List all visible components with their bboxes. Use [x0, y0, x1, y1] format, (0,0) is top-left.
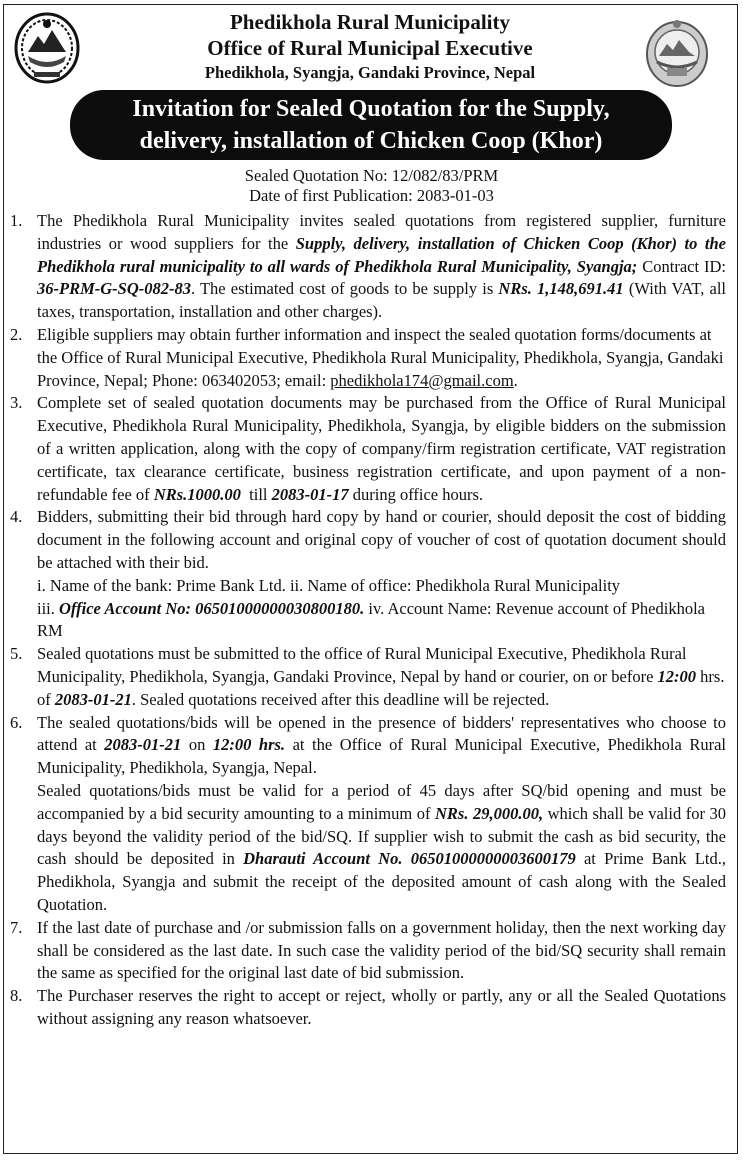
- clause-list: [10, 210, 726, 1031]
- clause-1: [10, 210, 726, 324]
- clause-5: [10, 643, 726, 711]
- notice-meta: [0, 166, 743, 206]
- clause-8: [10, 985, 726, 1031]
- clause-text: The Phedikhola Rural Municipality invites sealed quotations from registered supplier, furniture industries or wood suppliers for the Supply, delivery, installation of Chicken Coop (Khor) to the Phedikhola rural municipality to all wards of Phedikhola Rural Municipality, Syangja; Contract ID: 36-PRM-G-SQ-082-83. The estimated cost of goods to be supply is NRs. 1,148,691.41 (With VAT, all taxes, transportation, installation and other charges).: [37, 211, 727, 322]
- clause-number: 2.: [10, 324, 23, 344]
- notice-title-line-2: delivery, installation of Chicken Coop (Khor): [139, 128, 603, 154]
- clause-2: [10, 324, 726, 392]
- clause-3: [10, 392, 726, 506]
- clause-number: 4.: [10, 507, 23, 527]
- clause-7: [10, 917, 726, 985]
- quotation-number: Sealed Quotation No: 12/082/83/PRM: [244, 166, 499, 185]
- nepal-emblem-icon: [14, 12, 80, 84]
- clause-number: 5.: [10, 644, 23, 664]
- account-details: iii. Office Account No: 06501000000030800180. iv. Account Name: Revenue account of Phedikhola RM: [37, 598, 705, 641]
- notice-title-line-1: Invitation for Sealed Quotation for the Supply,: [132, 96, 610, 122]
- clause-text: The Purchaser reserves the right to accept or reject, wholly or partly, any or all the Sealed Quotations without assigning any reason whatsoever.: [37, 986, 726, 1028]
- publication-date: Date of first Publication: 2083-01-03: [249, 186, 494, 205]
- office-header: [120, 10, 620, 85]
- clause-text: The sealed quotations/bids will be opened in the presence of bidders' representatives who choose to attend at 2083-01-21 on 12:00 hrs. at the Office of Rural Municipal Executive, Phedikhola Rural Municipality, Phedikhola, Syangja, Nepal. Sealed quotations/bids must be valid for a period of 45 days after SQ/bid opening and must be accompanied by a bid security amounting to a minimum of NRs. 29,000.00, which shall be valid for 30 days beyond the validity period of the bid/SQ. If supplier wish to submit the cash as bid security, the cash should be deposited in Dharauti Account No. 06501000000003600179 at Prime Bank Ltd., Phedikhola, Syangja and submit the receipt of the deposited amount of cash along with the Sealed Quotation.: [37, 712, 727, 914]
- clause-number: 1.: [10, 211, 23, 230]
- clause-text: Sealed quotations must be submitted to the office of Rural Municipal Executive, Phedikhola Rural Municipality, Phedikhola, Syangja, Gandaki Province, Nepal by hand or courier, on or before 12:00 hrs. of 2083-01-21. Sealed quotations received after this deadline will be rejected.: [37, 644, 725, 709]
- email-link[interactable]: phedikhola174@gmail.com: [330, 370, 514, 390]
- clause-number: 8.: [10, 986, 23, 1006]
- notice-title-banner: [70, 90, 672, 160]
- clause-text: Bidders, submitting their bid through hard copy by hand or courier, should deposit the cost of bidding document in the following account and original copy of voucher of cost of quotation document should be attached with their bid. i. Name of the bank: Prime Bank Ltd. ii. Name of office: Phedikhola Rural Municipality iii. Office Account No: 06501000000030800180. iv. Account Name: Revenue account of Phedikhola RM: [37, 506, 726, 643]
- bank-details: i. Name of the bank: Prime Bank Ltd. ii. Name of office: Phedikhola Rural Municipality: [37, 575, 621, 595]
- clause-number: 3.: [10, 393, 23, 413]
- municipality-name: Phedikhola Rural Municipality: [229, 10, 511, 34]
- clause-4: [10, 506, 726, 643]
- clause-6: [10, 712, 726, 917]
- clause-number: 6.: [10, 712, 23, 732]
- municipality-seal-icon: [645, 18, 709, 88]
- clause-text: If the last date of purchase and /or submission falls on a government holiday, then the next working day shall be considered as the last date. In such case the validity period of the bid/SQ security shall remain the same as specified for the original last date of bid submission.: [37, 917, 726, 983]
- office-address: Phedikhola, Syangja, Gandaki Province, Nepal: [204, 63, 536, 82]
- office-name: Office of Rural Municipal Executive: [207, 36, 533, 60]
- clause-text: Complete set of sealed quotation documents may be purchased from the Office of Rural Municipal Executive, Phedikhola Rural Municipality, Phedikhola, Syangja, by eligible bidders on the submission of a written application, along with the copy of company/firm registration certificate, VAT registration certificate, tax clearance certificate, business registration certificate, and upon payment of a non-refundable fee of NRs.1000.00 till 2083-01-17 during office hours.: [37, 393, 726, 504]
- clause-text: Eligible suppliers may obtain further information and inspect the sealed quotation forms/documents at the Office of Rural Municipal Executive, Phedikhola Rural Municipality, Phedikhola, Syangja, Gandaki Province, Nepal; Phone: 063402053; email: phedikhola174@gmail.com.: [37, 324, 724, 390]
- clause-number: 7.: [10, 917, 23, 937]
